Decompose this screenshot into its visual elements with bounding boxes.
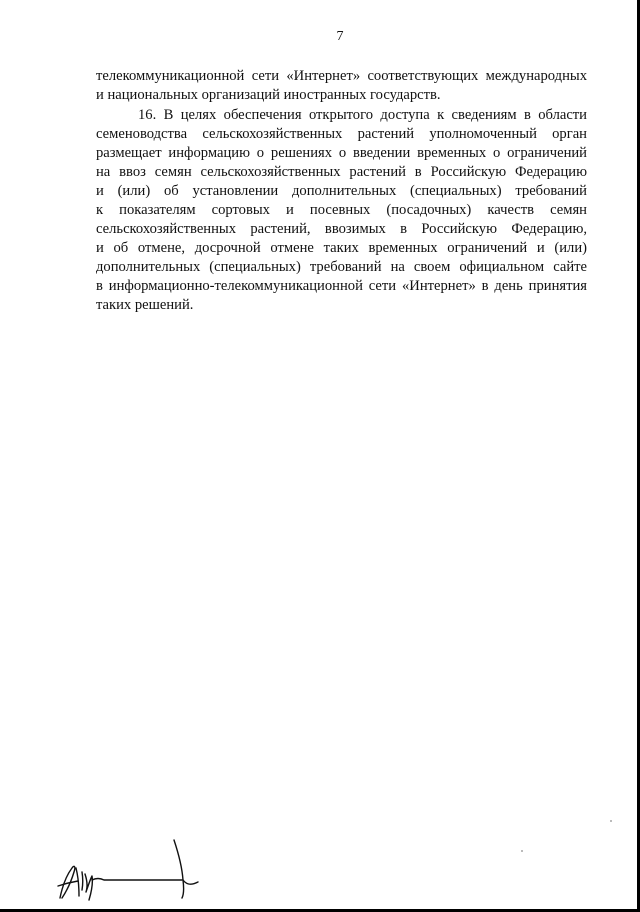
text-line: 16. В целях обеспечения открытого доступа к сведениям в области bbox=[138, 107, 587, 123]
text-line: телекоммуникационной сети «Интернет» соответствующих международных bbox=[96, 68, 587, 84]
handwritten-signature bbox=[52, 838, 222, 908]
text-line: семеноводства сельскохозяйственных растений уполномоченный орган bbox=[96, 126, 587, 142]
text-line: и об отмене, досрочной отмене таких временных ограничений и (или) bbox=[96, 240, 587, 256]
text-line: к показателям сортовых и посевных (посадочных) качеств семян bbox=[96, 202, 587, 218]
paragraph-16 bbox=[96, 106, 587, 315]
text-line: сельскохозяйственных растений, ввозимых в Российскую Федерацию, bbox=[96, 221, 587, 237]
text-line: и (или) об установлении дополнительных (специальных) требований bbox=[96, 183, 587, 199]
text-line: размещает информацию о решениях о введении временных о ограничений bbox=[96, 145, 587, 161]
text-line: и национальных организаций иностранных государств. bbox=[96, 87, 441, 103]
continuation-text bbox=[96, 67, 587, 105]
page-number: 7 bbox=[336, 29, 344, 44]
text-line: на ввоз семян сельскохозяйственных растений в Российскую Федерацию bbox=[96, 164, 587, 180]
text-line: таких решений. bbox=[96, 297, 194, 313]
text-line: в информационно-телекоммуникационной сети «Интернет» в день принятия bbox=[96, 278, 587, 294]
text-line: дополнительных (специальных) требований на своем официальном сайте bbox=[96, 259, 587, 275]
scan-speck bbox=[610, 820, 612, 822]
scan-speck bbox=[521, 850, 523, 852]
